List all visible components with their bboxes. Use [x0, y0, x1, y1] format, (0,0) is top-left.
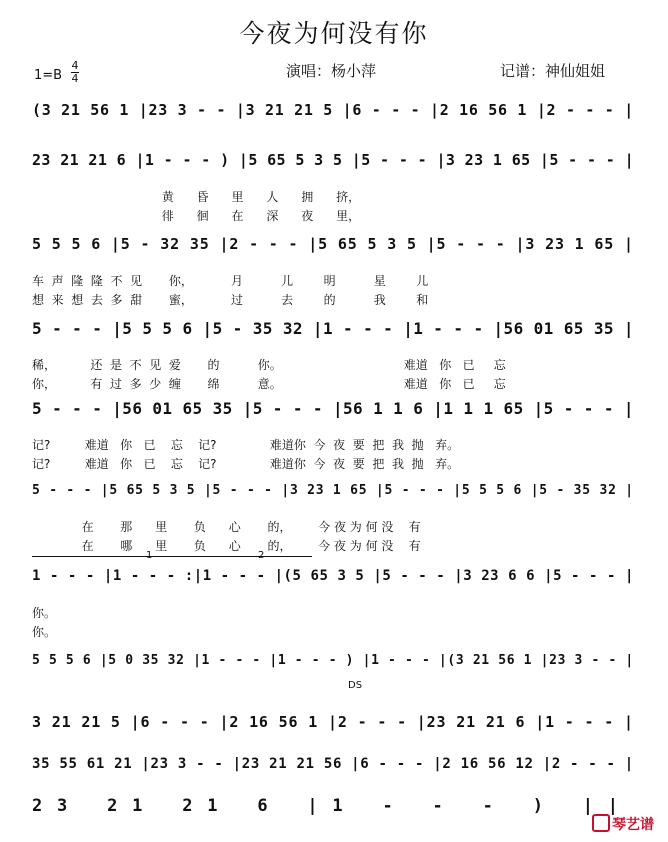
notation-line: 5 - - - |56 01 65 35 |5 - - - |56 1 1 6 |1 1 1 65 |5 - - - |: [32, 398, 634, 418]
site-logo: 琴艺谱: [592, 814, 654, 834]
lyric-line: 你。: [32, 606, 57, 620]
lyric-line: 你。: [32, 625, 57, 639]
lyric-line: 在 那 里 负 心 的， 今 夜 为 何 没 有: [32, 520, 421, 534]
lyric-line: 车 声 隆 隆 不 见 你， 月 儿 明 星 儿: [32, 274, 429, 288]
transcriber-credit: 记谱：神仙姐姐: [500, 62, 606, 80]
singer-credit: 演唱：杨小萍: [286, 62, 377, 80]
notation-line: 5 - - - |5 5 5 6 |5 - 35 32 |1 - - - |1 - - - |56 01 65 35 |: [32, 318, 634, 338]
lyric-line: 你， 有 过 多 少 缠 绵 意。 难道 你 已 忘: [32, 377, 506, 391]
lyric-line: 稀， 还 是 不 见 爱 的 你。 难道 你 已 忘: [32, 358, 506, 372]
lyric-line: 徘 徊 在 深 夜 里，: [32, 209, 361, 223]
notation-line: 5 5 5 6 |5 - 32 35 |2 - - - |5 65 5 3 5 |5 - - - |3 23 1 65 |: [32, 235, 634, 253]
notation-line: 5 - - - |5 65 5 3 5 |5 - - - |3 23 1 65 |5 - - - |5 5 5 6 |5 - 35 32 |: [32, 482, 634, 498]
logo-icon: [592, 814, 610, 832]
lyric-line: 黄 昏 里 人 拥 挤，: [32, 190, 361, 204]
time-signature: 4 4: [71, 59, 79, 85]
song-title: 今夜为何没有你: [239, 19, 429, 48]
notation-line: 23 21 21 6 |1 - - - ) ||: [32, 796, 633, 816]
key-signature: 1=B: [34, 68, 63, 83]
lyric-line: 记? 难道 你 已 忘 记? 难道你 今 夜 要 把 我 抛 弃。: [32, 457, 460, 471]
notation-line: 5 5 5 6 |5 0 35 32 |1 - - - |1 - - - ) |1 - - - |(3 21 56 1 |23 3 - - |: [32, 652, 634, 668]
notation-line: 1 - - - |1 - - - :|1 - - - |(5 65 3 5 |5 - - - |3 23 6 6 |5 - - - |: [32, 568, 634, 584]
volta-second-ending: 2: [258, 550, 265, 561]
lyric-line: 记? 难道 你 已 忘 记? 难道你 今 夜 要 把 我 抛 弃。: [32, 438, 460, 452]
volta-first-ending: 1: [146, 550, 153, 561]
lyric-line: 在 哪 里 负 心 的， 今 夜 为 何 没 有: [32, 539, 421, 553]
notation-line: 3 21 21 5 |6 - - - |2 16 56 1 |2 - - - |23 21 21 6 |1 - - - |: [32, 713, 634, 731]
notation-line: 35 55 61 21 |23 3 - - |23 21 21 56 |6 - - - |2 16 56 12 |2 - - - |: [32, 756, 634, 772]
ds-marking: DS: [348, 680, 363, 691]
notation-line: (3 21 56 1 |23 3 - - |3 21 21 5 |6 - - - |2 16 56 1 |2 - - - |: [32, 101, 634, 119]
lyric-line: 想 来 想 去 多 甜 蜜， 过 去 的 我 和: [32, 293, 429, 307]
notation-line: 23 21 21 6 |1 - - - ) |5 65 5 3 5 |5 - - - |3 23 1 65 |5 - - - |: [32, 151, 634, 169]
